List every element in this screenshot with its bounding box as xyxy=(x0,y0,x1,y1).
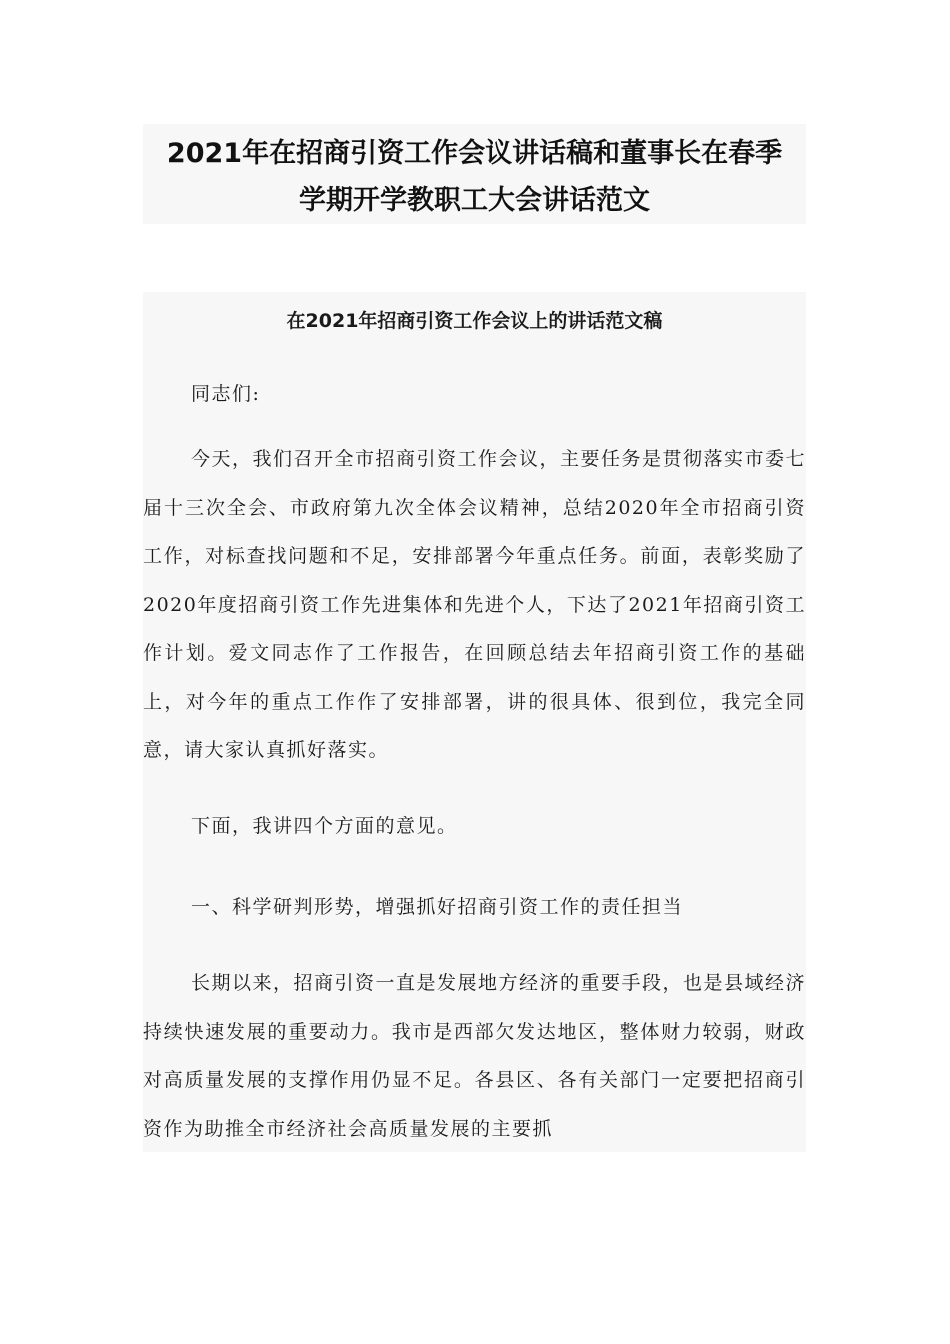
document-body xyxy=(143,292,806,1152)
title-line-2: 学期开学教职工大会讲话范文 xyxy=(299,185,650,216)
document-title xyxy=(143,124,806,224)
paragraph-section-1: 长期以来，招商引资一直是发展地方经济的重要手段，也是县域经济持续快速发展的重要动力。我市是西部欠发达地区，整体财力较弱，财政对高质量发展的支撑作用仍显不足。各县区、各有关部门一定要把招商引资作为助推全市经济社会高质量发展的主要抓 xyxy=(143,972,807,1140)
paragraph-outline: 下面，我讲四个方面的意见。 xyxy=(191,815,458,837)
paragraph-intro: 今天，我们召开全市招商引资工作会议，主要任务是贯彻落实市委七届十三次全会、市政府第九次全体会议精神，总结2020年全市招商引资工作，对标查找问题和不足，安排部署今年重点任务。前面，表彰奖励了2020年度招商引资工作先进集体和先进个人，下达了2021年招商引资工作计划。爱文同志作了工作报告，在回顾总结去年招商引资工作的基础上，对今年的重点工作作了安排部署，讲的很具体、很到位，我完全同意，请大家认真抓好落实。 xyxy=(143,448,807,761)
greeting: 同志们: xyxy=(191,383,261,405)
title-line-1: 2021年在招商引资工作会议讲话稿和董事长在春季 xyxy=(166,138,783,169)
section-subtitle: 在2021年招商引资工作会议上的讲话范文稿 xyxy=(286,310,663,332)
section-heading-1: 一、科学研判形势，增强抓好招商引资工作的责任担当 xyxy=(191,896,684,918)
